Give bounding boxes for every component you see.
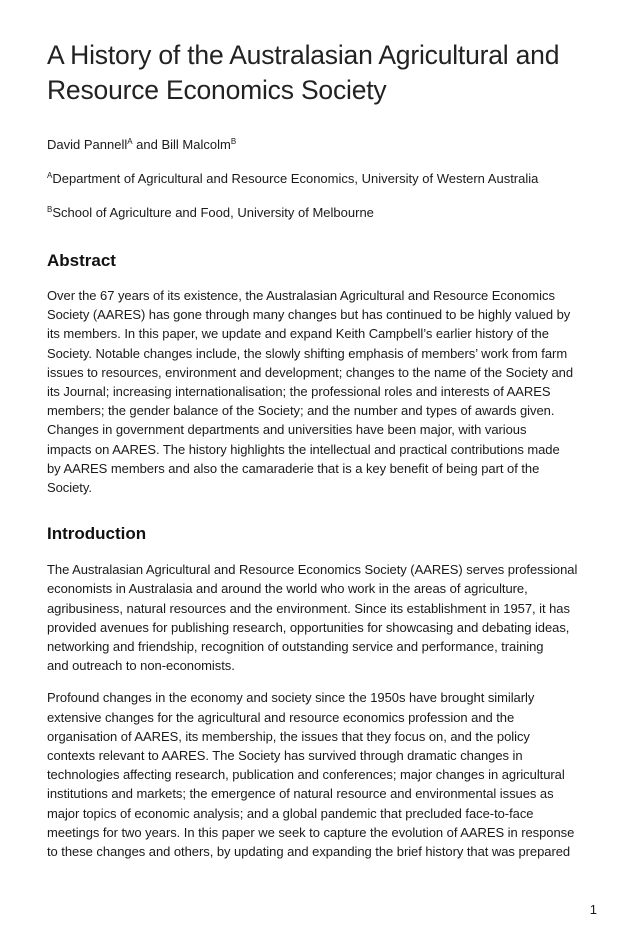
paper-title xyxy=(47,38,597,108)
text-line: Society. xyxy=(47,480,92,496)
author-name: Bill Malcolm xyxy=(161,137,231,152)
author-superscript: B xyxy=(230,137,237,146)
text-line: provided avenues for publishing research, opportunities for showcasing and debating ideas, xyxy=(47,619,570,635)
affiliation-superscript: B xyxy=(47,205,53,214)
introduction-paragraph xyxy=(47,688,597,861)
affiliation xyxy=(47,204,597,222)
author-name: David Pannell xyxy=(47,137,128,152)
text-line: agribusiness, natural resources and the environment. Since its establishment in 1957, it has xyxy=(47,600,570,616)
text-line: Profound changes in the economy and society since the 1950s have brought similarly xyxy=(47,690,535,706)
text-line: Society. Notable changes include, the slowly shifting emphasis of members’ work from farm xyxy=(47,345,568,361)
text-line: by AARES members and also the camaraderie that is a key benefit of being part of the xyxy=(47,460,540,476)
affiliation-text: Department of Agricultural and Resource Economics, University of Western Australia xyxy=(52,171,539,186)
text-line: technologies affecting research, publication and conferences; major changes in agricultural xyxy=(47,767,565,783)
document-page xyxy=(47,38,597,861)
text-line: Over the 67 years of its existence, the Australasian Agricultural and Resource Economics xyxy=(47,288,555,303)
text-line: extensive changes for the agricultural and resource economics profession and the xyxy=(47,709,515,725)
text-line: Society (AARES) has gone through many changes but has continued to be highly valued by xyxy=(47,307,571,323)
author-superscript: A xyxy=(127,137,133,146)
page-number: 1 xyxy=(589,902,597,917)
text-line: networking and friendship, recognition of outstanding service and performance, training xyxy=(47,639,544,655)
affiliation-text: School of Agriculture and Food, University of Melbourne xyxy=(52,205,374,220)
text-line: meetings for two years. In this paper we seek to capture the evolution of AARES in response xyxy=(47,824,575,840)
abstract-paragraph xyxy=(47,286,597,497)
text-line: major topics of economic analysis; and a global pandemic that precluded face-to-face xyxy=(47,805,534,821)
text-line: its members. In this paper, we update and expand Keith Campbell’s earlier history of the xyxy=(47,326,549,342)
affiliation xyxy=(47,170,597,188)
text-line: contexts relevant to AARES. The Society has survived through dramatic changes in xyxy=(47,748,523,764)
text-line: organisation of AARES, its membership, the issues that they focus on, and the policy xyxy=(47,728,530,744)
text-line: and outreach to non-economists. xyxy=(47,658,235,674)
text-line: issues to resources, environment and development; changes to the name of the Society and xyxy=(47,364,574,380)
text-line: its Journal; increasing internationalisation; the professional roles and interests of AARES xyxy=(47,384,551,400)
title-line-1: A History of the Australasian Agricultural and xyxy=(47,40,560,70)
introduction-heading: Introduction xyxy=(47,524,147,544)
text-line: to these changes and others, by updating and expanding the brief history that was prepared xyxy=(47,844,571,860)
text-line: economists in Australasia and around the world who work in the areas of agriculture, xyxy=(47,581,528,597)
abstract-heading: Abstract xyxy=(47,251,116,270)
author-conjunction: and xyxy=(132,137,162,152)
text-line: Changes in government departments and universities have been major, with various xyxy=(47,422,527,438)
text-line: impacts on AARES. The history highlights the intellectual and practical contributions made xyxy=(47,441,560,457)
introduction-paragraph xyxy=(47,560,597,675)
author-list xyxy=(47,136,597,154)
title-line-2: Resource Economics Society xyxy=(47,75,387,105)
text-line: institutions and markets; the emergence of natural resource and environmental issues as xyxy=(47,786,554,802)
affiliation-superscript: A xyxy=(47,171,53,180)
text-line: members; the gender balance of the Society; and the number and types of awards given. xyxy=(47,403,555,419)
text-line: The Australasian Agricultural and Resource Economics Society (AARES) serves professional xyxy=(47,562,578,578)
